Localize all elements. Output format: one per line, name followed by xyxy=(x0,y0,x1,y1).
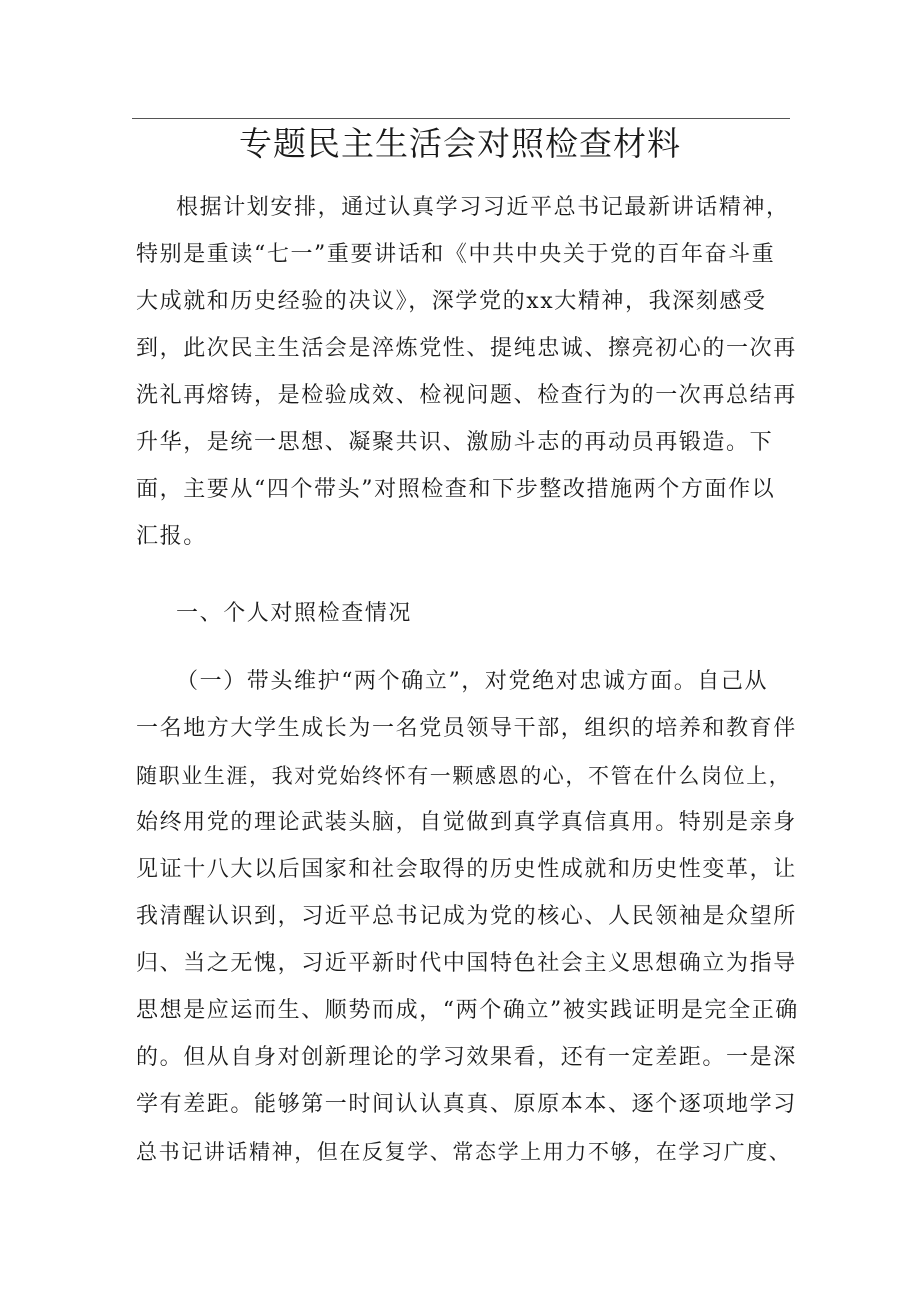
body-line: 一名地方大学生成长为一名党员领导干部，组织的培养和教育伴 xyxy=(136,716,797,741)
document-title: 专题民主生活会对照检查材料 xyxy=(239,124,681,163)
body-line: 我清醒认识到，习近平总书记成为党的核心、人民领袖是众望所 xyxy=(136,904,797,929)
intro-line: 到，此次民主生活会是淬炼党性、提纯忠诚、擦亮初心的一次再 xyxy=(136,336,797,361)
body-line: 见证十八大以后国家和社会取得的历史性成就和历史性变革，让 xyxy=(136,857,797,882)
body-line: 总书记讲话精神，但在反复学、常态学上用力不够，在学习广度、 xyxy=(136,1140,792,1164)
intro-line: 大成就和历史经验的决议》，深学党的xx大精神，我深刻感受 xyxy=(136,289,767,314)
intro-line: 汇报。 xyxy=(136,524,207,549)
header-rule xyxy=(132,118,790,119)
intro-line: 洗礼再熔铸，是检验成效、检视问题、检查行为的一次再总结再 xyxy=(136,383,797,408)
body-line: 思想是应运而生、顺势而成，“两个确立”被实践证明是完全正确 xyxy=(136,998,799,1023)
body-line: 随职业生涯，我对党始终怀有一颗感恩的心，不管在什么岗位上， xyxy=(136,764,792,788)
intro-line: 根据计划安排，通过认真学习习近平总书记最新讲话精神， xyxy=(176,195,790,220)
section-heading: 一、个人对照检查情况 xyxy=(176,601,413,626)
intro-line: 特别是重读“七一”重要讲话和《中共中央关于党的百年奋斗重 xyxy=(136,242,776,267)
intro-line: 升华，是统一思想、凝聚共识、激励斗志的再动员再锻造。下 xyxy=(136,430,774,455)
body-line: 学有差距。能够第一时间认认真真、原原本本、逐个逐项地学习 xyxy=(136,1092,797,1117)
body-line: 的。但从自身对创新理论的学习效果看，还有一定差距。一是深 xyxy=(136,1045,797,1070)
body-line: 始终用党的理论武装头脑，自觉做到真学真信真用。特别是亲身 xyxy=(136,810,797,835)
body-line: （一）带头维护“两个确立”，对党绝对忠诚方面。自己从 xyxy=(176,669,769,694)
body-line: 归、当之无愧，习近平新时代中国特色社会主义思想确立为指导 xyxy=(136,951,797,976)
intro-line: 面，主要从“四个带头”对照检查和下步整改措施两个方面作以 xyxy=(136,477,776,502)
